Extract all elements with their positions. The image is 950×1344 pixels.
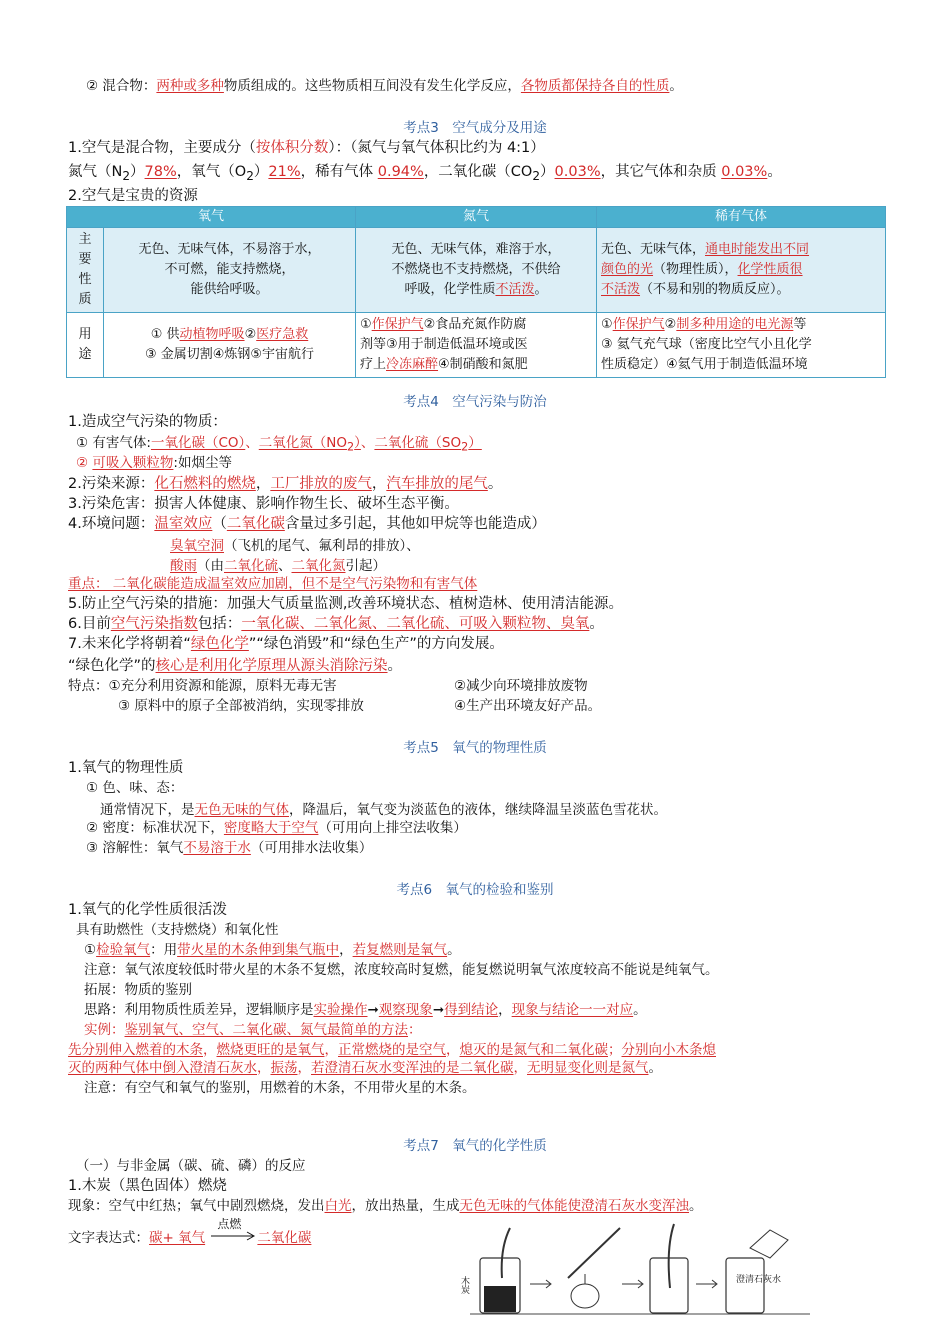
header-rare-gas: 稀有气体 [597,207,886,228]
oxygen-physical-heading: 1.氧气的物理性质 [68,760,184,776]
oxygen-chemical-heading: 1.氧气的化学性质很活泼 [68,902,227,918]
oxygen-test-line: ①检验氧气：用带火星的木条伸到集气瓶中，若复燃则是氧气。 [84,942,461,958]
label-charcoal: 木炭 [459,1276,469,1294]
row-label-properties: 主 要 性 质 [67,228,104,313]
identification-line-2: 灭的两种气体中倒入澄清石灰水，振荡，若澄清石灰水变浑浊的是二氧化碳，无明显变化则是氮气。 [68,1060,662,1076]
table-header-row [67,207,886,228]
note-line-2: 注意：有空气和氧气的鉴别，用燃着的木条，不用带火星的木条。 [84,1080,476,1096]
environment-issues-line: 4.环境问题：温室效应（二氧化碳含量过多引起，其他如甲烷等也能造成） [68,516,546,532]
extension-line: 拓展：物质的鉴别 [84,982,192,998]
condition-label: 点燃 [217,1217,242,1231]
pollutants-heading: 1.造成空气污染的物质： [68,414,227,430]
color-taste-state-line: 通常情况下，是无色无味的气体，降温后，氧气变为淡蓝色的液体，继续降温呈淡蓝色雪花状。 [100,802,667,818]
pollution-harm-line: 3.污染危害：损害人体健康、影响作物生长、破坏生态平衡。 [68,496,459,512]
reaction-arrow [209,1217,257,1248]
label-limewater: 澄清石灰水 [736,1275,782,1285]
note-line-1: 注意：氧气浓度较低时带火星的木条不复燃，浓度较高时复燃，能复燃说明氧气浓度较高不能说是纯氧气。 [84,962,719,978]
cell-nitrogen-properties: 无色、无味气体，难溶于水， 不燃烧也不支持燃烧，不供给 呼吸，化学性质不活泼。 [356,228,597,313]
mixture-line: ② 混合物：两种或多种物质组成的。这些物质相互间没有发生化学反应，各物质都保持各自的性质。 [86,78,683,94]
section-heading-4: 考点4 空气污染与防治 [403,394,547,410]
nonmetal-reaction-heading: （一）与非金属（碳、硫、磷）的反应 [76,1158,306,1174]
cell-nitrogen-uses: ①作保护气②食品充氮作防腐 剂等③用于制造低温环境或医 疗上冷冻麻醉④制硝酸和氮肥 [356,313,597,378]
cell-rare-gas-uses: ①作保护气②制多种用途的电光源等 ③ 氦气充气球（密度比空气小且化学 性质稳定）④氦气用于制造低温环境 [597,313,886,378]
key-point-line: 重点： 二氧化碳能造成温室效应加剧，但不是空气污染物和有害气体 [68,576,478,592]
header-nitrogen: 氮气 [356,207,597,228]
section-heading-3: 考点3 空气成分及用途 [403,120,547,136]
features-line-2: ③ 原料中的原子全部被消纳，实现零排放 ④生产出环境友好产品。 [118,698,602,714]
green-chemistry-line: 7.未来化学将朝着“绿色化学”“绿色消毁”和“绿色生产”的方向发展。 [68,636,504,652]
prevention-line: 5.防止空气污染的措施：加强大气质量监测,改善环境状态、植树造林、使用清洁能源。 [68,596,623,612]
table-row-uses [67,313,886,378]
word-equation-line: 文字表达式：碳+ 氧气 点燃 二氧化碳 [68,1228,311,1248]
row-label-uses: 用 途 [67,313,104,378]
example-line: 实例：鉴别氧气、空气、二氧化碳、氮气最简单的方法： [84,1022,422,1038]
color-taste-state-label: ① 色、味、态： [86,780,184,796]
phenomenon-line: 现象：空气中红热；氧气中剧烈燃烧，发出白光，放出热量，生成无色无味的气体能使澄清石灰水变浑浊。 [68,1198,703,1214]
particulate-line: ② 可吸入颗粒物:如烟尘等 [76,455,232,471]
cell-rare-gas-properties: 无色、无味气体，通电时能发出不同 颜色的光（物理性质），化学性质很 不活泼（不易和别的物质反应）。 [597,228,886,313]
experiment-illustration [459,1218,810,1318]
approach-line: 思路：利用物质性质差异，逻辑顺序是实验操作➞观察现象➞得到结论，现象与结论一一对应。 [84,1002,647,1018]
pollution-sources-line: 2.污染来源：化石燃料的燃烧，工厂排放的废气，汽车排放的尾气。 [68,476,503,492]
resource-heading: 2.空气是宝贵的资源 [68,188,198,204]
density-line: ② 密度：标准状况下，密度略大于空气（可用向上排空法收集） [86,820,467,836]
acid-rain-line: 酸雨（由二氧化硫、二氧化氮引起） [170,558,386,574]
ozone-hole-line: 臭氧空洞（飞机的尾气、氟利昂的排放）、 [170,538,420,554]
section-heading-7: 考点7 氧气的化学性质 [403,1138,547,1154]
identification-line-1: 先分别伸入燃着的木条，燃烧更旺的是氧气，正常燃烧的是空气，熄灭的是氮气和二氧化碳；分别向小木条熄 [68,1042,716,1058]
combustion-support-line: 具有助燃性（支持燃烧）和氧化性 [76,922,279,938]
green-chemistry-core-line: “绿色化学”的核心是利用化学原理从源头消除污染。 [68,658,403,674]
air-composition-values: 氮气$(N_2)78\%$，氧气$(O_2)21\%$，稀有气体 0.94%，二氧化碳$(CO_2)0.03\%$，其它气体和杂质 0.03%。 [68,164,782,183]
arrow-icon [209,1228,257,1248]
charcoal-heading: 1.木炭（黑色固体）燃烧 [68,1178,227,1194]
section-heading-5: 考点5 氧气的物理性质 [403,740,547,756]
cell-oxygen-uses: ① 供动植物呼吸②医疗急救 ③ 金属切割④炼钢⑤宇宙航行 [104,313,356,378]
features-line-1: 特点：①充分利用资源和能源，原料无毒无害 ②减少向环境排放废物 [68,678,588,694]
section-heading-6: 考点6 氧气的检验和鉴别 [396,882,554,898]
table-row-properties [67,228,886,313]
apparatus-drawing [470,1218,810,1318]
solubility-line: ③ 溶解性：氧气不易溶于水（可用排水法收集） [86,840,373,856]
pollution-index-line: 6.目前空气污染指数包括：一氧化碳、二氧化氮、二氧化硫、可吸入颗粒物、臭氧。 [68,616,604,632]
gas-comparison-table [66,206,886,378]
air-composition-line: 1.空气是混合物，主要成分（按体积分数）：（氮气与氧气体积比约为 4:1） [68,140,545,156]
harmful-gases-line: ① 有害气体:一氧化碳（CO）、二氧化氮$(NO_2)$、二氧化硫$(SO_2)$ [76,435,482,454]
cell-oxygen-properties: 无色、无味气体，不易溶于水， 不可燃，能支持燃烧， 能供给呼吸。 [104,228,356,313]
header-oxygen: 氧气 [67,207,356,228]
